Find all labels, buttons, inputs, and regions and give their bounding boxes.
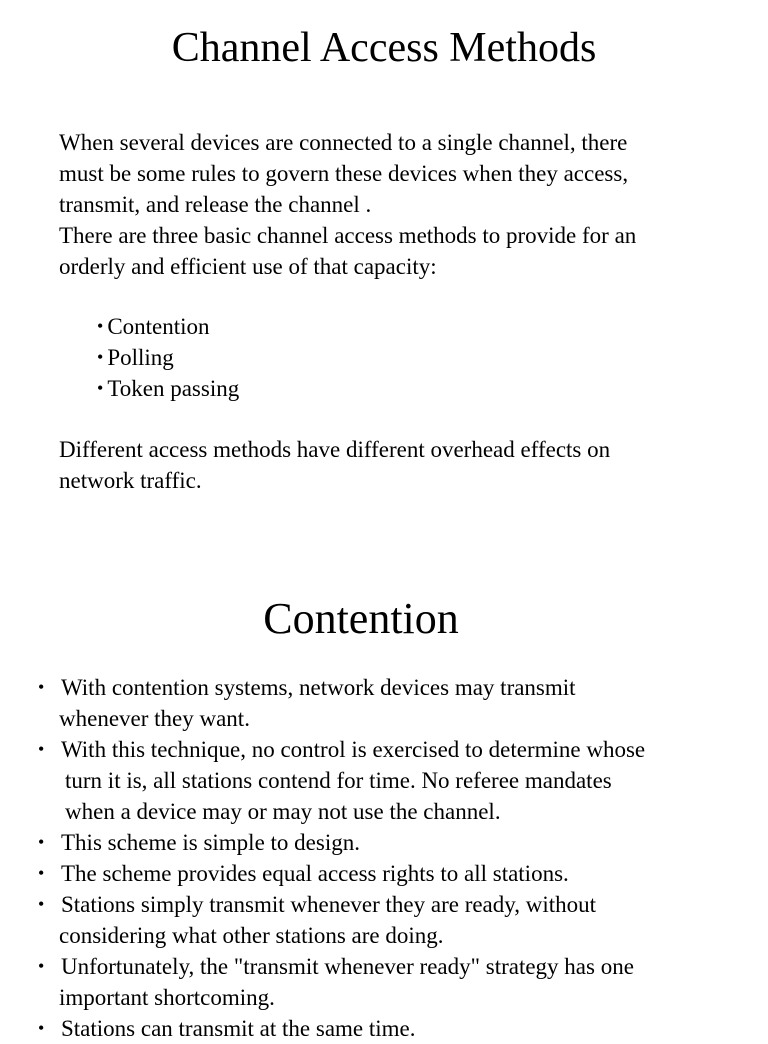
point-line: The scheme provides equal access rights to all stations.	[61, 861, 569, 886]
closing-paragraph	[59, 434, 739, 496]
list-item	[0, 734, 768, 827]
list-item	[0, 889, 768, 951]
point-line: considering what other stations are doing.	[59, 923, 444, 948]
method-item-polling: • Polling	[97, 342, 239, 373]
point-line: This scheme is simple to design.	[61, 830, 360, 855]
method-item-contention: • Contention	[97, 311, 239, 342]
intro-line: orderly and efficient use of that capacity:	[59, 254, 437, 279]
method-item-token-passing: • Token passing	[97, 373, 239, 404]
intro-line: There are three basic channel access methods to provide for an	[59, 223, 637, 248]
list-item	[0, 951, 768, 1013]
bullet-icon: •	[38, 894, 45, 914]
point-line: With this technique, no control is exercised to determine whose	[61, 737, 646, 762]
bullet-icon: •	[38, 677, 45, 697]
closing-line: Different access methods have different overhead effects on	[59, 437, 611, 462]
intro-line: When several devices are connected to a single channel, there	[59, 130, 628, 155]
point-line: when a device may or may not use the channel.	[65, 799, 501, 824]
point-line: With contention systems, network devices may transmit	[61, 675, 576, 700]
point-line: important shortcoming.	[59, 985, 275, 1010]
bullet-icon: •	[38, 863, 45, 883]
point-line: turn it is, all stations contend for time. No referee mandates	[65, 768, 612, 793]
point-line: Stations can transmit at the same time.	[61, 1016, 416, 1041]
list-item	[0, 827, 768, 858]
bullet-icon: •	[38, 832, 45, 852]
list-item	[0, 672, 768, 734]
closing-line: network traffic.	[59, 468, 202, 493]
point-line: Stations simply transmit whenever they are ready, without	[61, 892, 597, 917]
intro-paragraph	[59, 127, 739, 282]
slide-title: Contention	[263, 594, 459, 643]
slide-channel-access-methods	[0, 0, 768, 520]
point-line: Unfortunately, the "transmit whenever ready" strategy has one	[61, 954, 634, 979]
methods-list	[97, 311, 239, 404]
slide-contention	[0, 590, 768, 1041]
contention-points-list	[0, 672, 768, 1044]
bullet-icon: •	[38, 739, 45, 759]
point-line: whenever they want.	[59, 706, 250, 731]
list-item	[0, 1013, 768, 1044]
list-item	[0, 858, 768, 889]
bullet-icon: •	[38, 1018, 45, 1038]
intro-line: transmit, and release the channel .	[59, 192, 372, 217]
bullet-icon: •	[38, 956, 45, 976]
slide-title: Channel Access Methods	[171, 25, 597, 71]
intro-line: must be some rules to govern these devices when they access,	[59, 161, 629, 186]
